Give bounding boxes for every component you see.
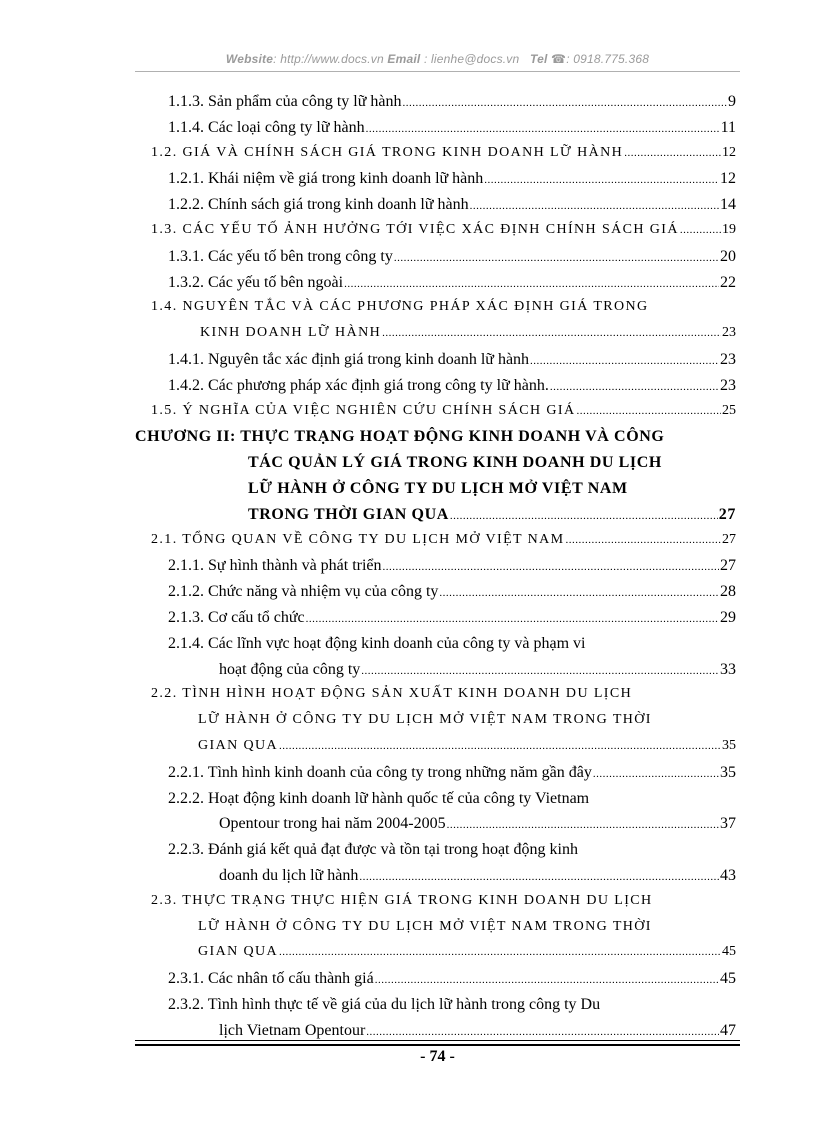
toc-page-number: 9 (728, 93, 736, 110)
toc-leader-dots (279, 946, 721, 958)
toc-entry-title: 2.2.2. Hoạt động kinh doanh lữ hành quốc tế của công ty Vietnam (168, 789, 590, 807)
toc-page-number: 25 (722, 402, 736, 418)
toc-entry-title: doanh du lịch lữ hành (219, 867, 359, 884)
website-label: Website (225, 52, 274, 66)
toc-page-number: 23 (720, 376, 736, 394)
toc-entry-title: KINH DOANH LỮ HÀNH (200, 325, 382, 341)
toc-entry-title: 1.5. Ý NGHĨA CỦA VIỆC NGHIÊN CỨU CHÍNH SÁCH GIÁ (151, 402, 576, 418)
toc-entry-title: 1.4. NGUYÊN TẮC VÀ CÁC PHƯƠNG PHÁP XÁC ĐỊNH GIÁ TRONG (151, 299, 649, 315)
toc-entry (198, 738, 736, 754)
email-label: Email (387, 52, 421, 66)
toc-entry (168, 119, 736, 137)
toc-entry-title: 1.2. GIÁ VÀ CHÍNH SÁCH GIÁ TRONG KINH DOANH LỮ HÀNH (151, 144, 624, 160)
toc-leader-dots (383, 561, 719, 573)
footer-rule-thick (135, 1044, 740, 1046)
website-value: : http://www.docs.vn (273, 52, 384, 66)
toc-entry (168, 609, 736, 627)
toc-page-number: 19 (722, 222, 736, 237)
toc-entry (151, 403, 736, 419)
toc-entry (248, 454, 736, 472)
toc-leader-dots (680, 224, 721, 236)
toc-entry (248, 480, 736, 498)
toc-leader-dots (593, 768, 719, 780)
toc-leader-dots (550, 381, 719, 393)
toc-entry-title: LỮ HÀNH Ở CÔNG TY DU LỊCH MỞ VIỆT NAM TRONG THỜI (198, 918, 652, 934)
toc-page-number: 27 (720, 557, 736, 575)
toc-page-number: 35 (722, 738, 736, 753)
toc-leader-dots (447, 819, 719, 831)
toc-entry-title: TÁC QUẢN LÝ GIÁ TRONG KINH DOANH DU LỊCH (248, 454, 662, 472)
toc-entry (168, 970, 736, 988)
toc-leader-dots (279, 740, 721, 752)
toc-page-number: 45 (722, 944, 736, 960)
toc-page-number: 27 (722, 531, 736, 547)
toc-leader-dots (306, 613, 719, 625)
toc-leader-dots (403, 97, 727, 109)
toc-entry (151, 686, 736, 702)
toc-page-number: 11 (720, 118, 736, 136)
toc-page-number: 45 (720, 970, 736, 988)
toc-page-number: 35 (720, 763, 736, 781)
toc-entry-title: CHƯƠNG II: THỰC TRẠNG HOẠT ĐỘNG KINH DOANH VÀ CÔNG (135, 428, 665, 446)
toc-entry-title: TRONG THỜI GIAN QUA (248, 505, 449, 523)
toc-entry (168, 274, 736, 292)
toc-entry-title: 2.2.3. Đánh giá kết quả đạt được và tồn tại trong hoạt động kinh (168, 841, 578, 859)
toc-entry-title: 2.2.1. Tình hình kinh doanh của công ty trong những năm gần đây (168, 763, 592, 781)
toc-entry-title: hoạt động của công ty (219, 660, 361, 678)
toc-page-number: 23 (720, 351, 736, 368)
toc-entry-title: 1.1.3. Sản phẩm của công ty lữ hành (168, 93, 402, 110)
toc-page-number: 37 (720, 815, 736, 833)
toc-entry (168, 635, 736, 653)
header-rule (135, 71, 740, 72)
toc-leader-dots (530, 355, 719, 367)
toc-page-number: 27 (718, 505, 736, 523)
toc-entry-title: 1.2.1. Khái niệm về giá trong kinh doanh lữ hành (168, 170, 484, 188)
toc-page-number: 12 (720, 170, 736, 188)
toc-entry-title: 2.2. TÌNH HÌNH HOẠT ĐỘNG SẢN XUẤT KINH DOANH DU LỊCH (151, 686, 633, 702)
toc-entry (168, 583, 736, 601)
toc-entry-title: 2.1.1. Sự hình thành và phát triển (168, 557, 382, 575)
toc-page-number: 14 (720, 196, 736, 214)
footer-rule (135, 1040, 740, 1041)
toc-entry-title: 1.3.2. Các yếu tố bên ngoài (168, 273, 344, 291)
toc-page-number: 47 (720, 1021, 736, 1039)
toc-leader-dots (566, 534, 721, 546)
toc-page-number: 43 (720, 867, 736, 884)
toc-leader-dots (359, 871, 719, 883)
table-of-contents (0, 93, 816, 1039)
toc-entry-title: LỮ HÀNH Ở CÔNG TY DU LỊCH MỞ VIỆT NAM TRONG THỜI (198, 712, 652, 728)
toc-entry-title: 2.1.3. Cơ cấu tổ chức (168, 609, 305, 626)
toc-entry (151, 222, 736, 238)
toc-entry-title: 1.3.1. Các yếu tố bên trong công ty (168, 247, 393, 265)
toc-entry (168, 557, 736, 575)
toc-entry (219, 867, 736, 885)
toc-leader-dots (484, 174, 719, 186)
toc-entry-title: 1.3. CÁC YẾU TỐ ẢNH HƯỞNG TỚI VIỆC XÁC ĐỊNH CHÍNH SÁCH GIÁ (151, 222, 679, 237)
toc-entry (168, 170, 736, 188)
toc-entry (198, 712, 736, 728)
toc-entry (168, 996, 736, 1014)
toc-entry-title: 2.1.2. Chức năng và nhiệm vụ của công ty (168, 583, 439, 601)
toc-page-number: 23 (722, 325, 736, 341)
toc-page-number: 22 (720, 273, 736, 291)
toc-entry (168, 93, 736, 111)
toc-leader-dots (361, 665, 719, 677)
toc-entry-title: 2.3. THỰC TRẠNG THỰC HIỆN GIÁ TRONG KINH DOANH DU LỊCH (151, 892, 653, 908)
toc-entry-title: 2.3.2. Tình hình thực tế về giá của du lịch lữ hành trong công ty Du (168, 996, 601, 1013)
email-value: : lienhe@docs.vn (420, 52, 520, 66)
toc-entry (198, 944, 736, 960)
toc-page-number: 28 (720, 583, 736, 601)
toc-leader-dots (624, 147, 721, 159)
toc-leader-dots (382, 327, 721, 339)
toc-leader-dots (576, 405, 721, 417)
toc-entry (151, 532, 736, 548)
toc-leader-dots (450, 510, 718, 522)
page-header (135, 52, 740, 70)
toc-leader-dots (366, 1026, 719, 1038)
toc-entry (219, 1022, 736, 1040)
toc-entry-title: GIAN QUA (198, 944, 279, 960)
toc-entry-title: 2.1.4. Các lĩnh vực hoạt động kinh doanh của công ty và phạm vi (168, 634, 586, 652)
toc-entry-title: 1.1.4. Các loại công ty lữ hành (168, 118, 365, 136)
toc-leader-dots (375, 974, 719, 986)
toc-leader-dots (344, 278, 719, 290)
phone-icon: ☎ (551, 52, 567, 66)
toc-entry-title: 1.4.2. Các phương pháp xác định giá trong công ty lữ hành. (168, 376, 549, 394)
toc-entry-title: lịch Vietnam Opentour (219, 1021, 366, 1039)
tel-value: : 0918.775.368 (566, 52, 650, 66)
toc-entry (168, 377, 736, 395)
toc-leader-dots (394, 252, 719, 264)
toc-page-number: 33 (720, 660, 736, 678)
toc-entry (248, 506, 736, 524)
toc-entry (151, 145, 736, 161)
toc-leader-dots (366, 123, 720, 135)
toc-entry (200, 325, 736, 341)
toc-entry-title: 2.1. TỔNG QUAN VỀ CÔNG TY DU LỊCH MỞ VIỆT NAM (151, 531, 565, 547)
toc-entry-title: 1.4.1. Nguyên tắc xác định giá trong kinh doanh lữ hành (168, 351, 530, 368)
toc-entry (168, 764, 736, 782)
toc-entry (168, 841, 736, 859)
toc-entry (168, 790, 736, 808)
toc-page-number: 29 (720, 609, 736, 626)
toc-entry-title: 2.3.1. Các nhân tố cấu thành giá (168, 970, 374, 988)
toc-entry (151, 893, 736, 909)
page-number: - 74 - (420, 1048, 455, 1065)
toc-page-number: 12 (722, 144, 736, 160)
toc-leader-dots (470, 200, 719, 212)
toc-entry-title: Opentour trong hai năm 2004-2005 (219, 815, 446, 833)
toc-entry (219, 815, 736, 833)
toc-leader-dots (439, 587, 719, 599)
toc-entry (135, 428, 694, 446)
toc-entry-title: LỮ HÀNH Ở CÔNG TY DU LỊCH MỞ VIỆT NAM (248, 480, 628, 497)
toc-entry (151, 299, 736, 315)
toc-entry-title: 1.2.2. Chính sách giá trong kinh doanh lữ hành (168, 196, 469, 214)
toc-entry (198, 919, 736, 935)
toc-entry (168, 196, 736, 214)
tel-label: Tel (529, 52, 548, 66)
toc-entry-title: GIAN QUA (198, 738, 279, 753)
toc-entry (219, 661, 736, 679)
toc-entry (168, 351, 736, 369)
toc-page-number: 20 (720, 247, 736, 265)
toc-entry (168, 248, 736, 266)
